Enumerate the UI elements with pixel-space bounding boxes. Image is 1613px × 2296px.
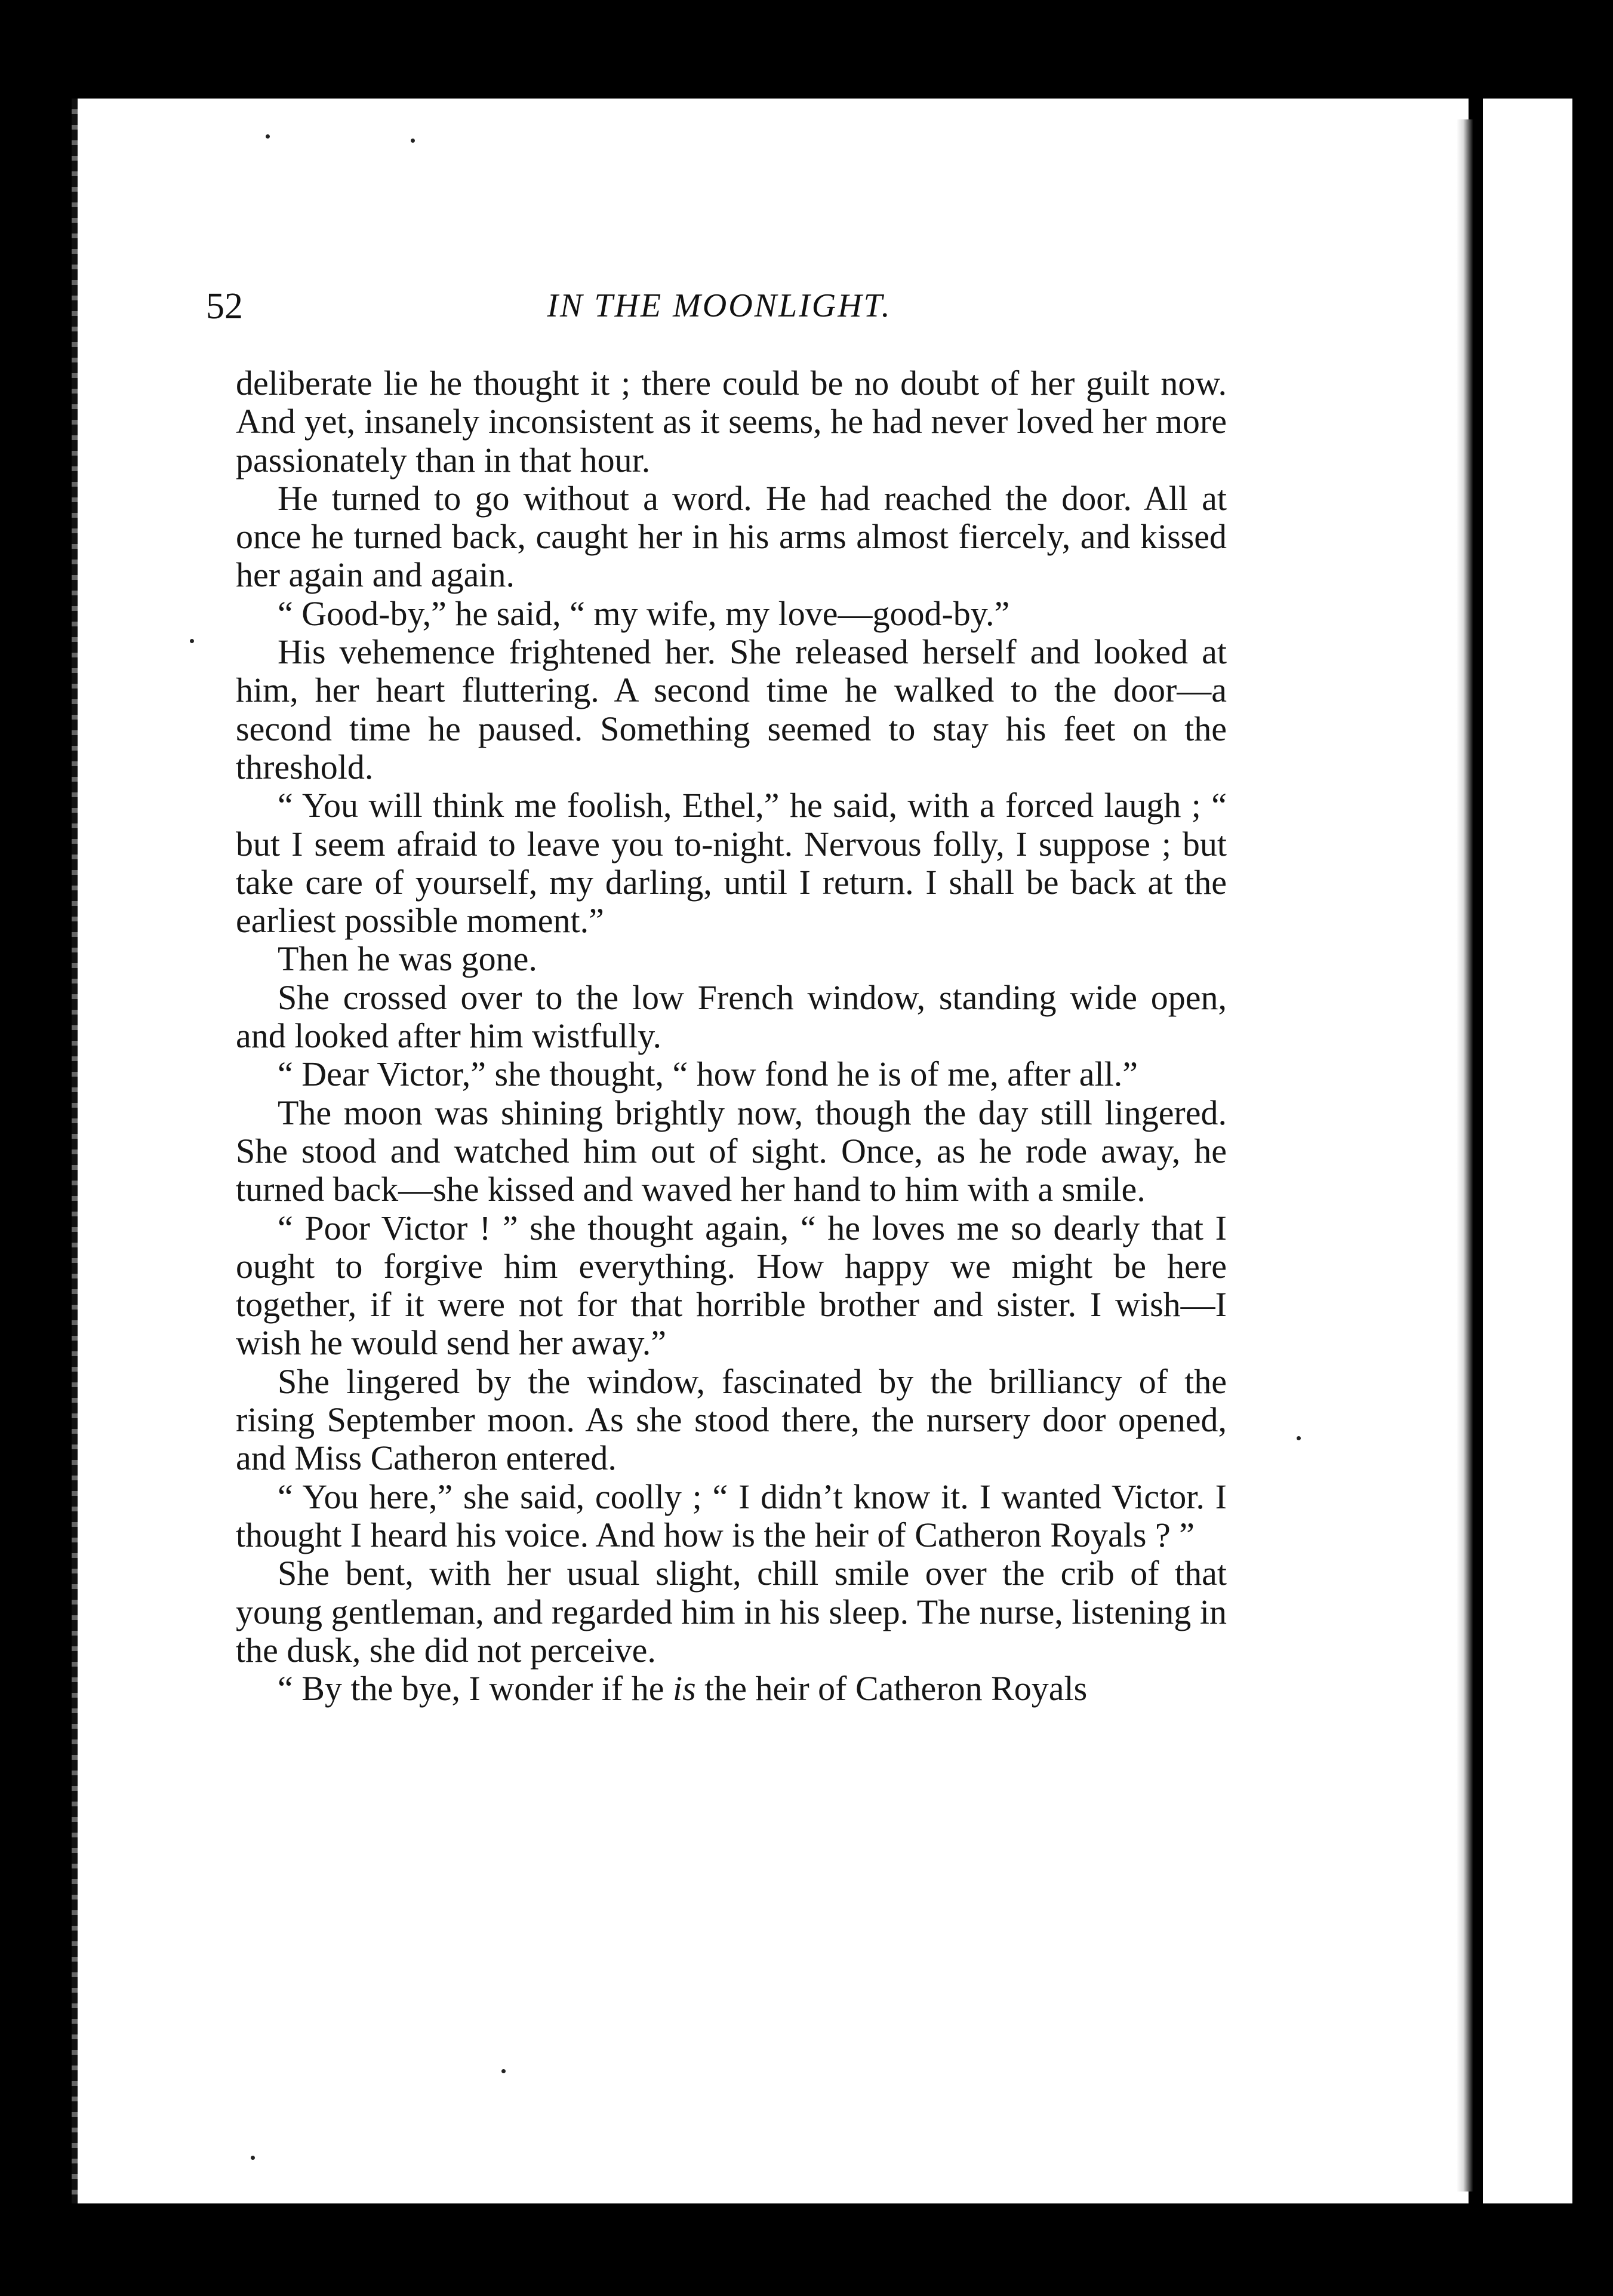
paragraph	[236, 979, 1227, 1056]
paragraph	[236, 595, 1227, 633]
print-speck	[266, 134, 270, 139]
paragraph	[236, 1478, 1227, 1555]
print-speck	[251, 2156, 255, 2160]
print-speck	[501, 2069, 506, 2073]
facing-page-edge	[1475, 99, 1572, 2203]
print-speck	[190, 639, 194, 643]
paragraph	[236, 1209, 1227, 1363]
paragraph	[236, 786, 1227, 940]
paragraph	[236, 1055, 1227, 1093]
paragraph	[236, 1363, 1227, 1478]
paragraph-text: He turned to go without a word. He had reached the door. All at once he turned back, caught her in his arms almost fiercely, and kissed her again and again.	[236, 478, 1227, 595]
paragraph-text: “ You here,” she said, coolly ; “ I didn’t know it. I wanted Victor. I thought I heard his voice. And how is the heir of Catheron Royals ? ”	[236, 1477, 1227, 1554]
paragraph-text: She crossed over to the low French window, standing wide open, and looked after him wistfully.	[236, 978, 1227, 1056]
paragraph-text: “ You will think me foolish, Ethel,” he said, with a forced laugh ; “ but I seem afraid to leave you to-night. Nervous folly, I suppose ; but take care of yourself, my darling, until I return. I shall be back at the earliest possible moment.”	[236, 786, 1227, 940]
paragraph-text: “ Good-by,” he said, “ my wife, my love—good-by.”	[278, 594, 1010, 633]
page-gutter-shadow	[1457, 119, 1473, 2192]
paragraph-text: “ Poor Victor ! ” she thought again, “ he loves me so dearly that I ought to forgive him everything. How happy we might be here together, if it were not for that horrible brother and sister. I wish—I wish he would send her away.”	[236, 1208, 1227, 1363]
print-speck	[1297, 1436, 1301, 1440]
paragraph-text: She lingered by the window, fascinated by the brilliancy of the rising September moon. As she stood there, the nursery door opened, and Miss Catheron entered.	[236, 1361, 1227, 1478]
paragraph	[236, 364, 1227, 480]
italic-text: is	[672, 1669, 696, 1708]
paragraph-text: deliberate lie he thought it ; there could be no doubt of her guilt now. And yet, insanely inconsistent as it seems, he had never loved her more passionately than in that hour.	[236, 364, 1227, 480]
paragraph	[236, 1094, 1227, 1209]
paragraph-text: Then he was gone.	[278, 939, 537, 979]
paragraph-text: “ Dear Victor,” she thought, “ how fond he is of me, after all.”	[278, 1055, 1138, 1094]
paragraph	[236, 480, 1227, 595]
running-head: IN THE MOONLIGHT.	[547, 287, 892, 324]
paragraph-text: “ By the bye, I wonder if he	[278, 1669, 673, 1708]
paragraph-text: the heir of Catheron Royals	[695, 1669, 1088, 1708]
page-number: 52	[206, 286, 243, 327]
paragraph	[236, 940, 1227, 978]
paragraph	[236, 633, 1227, 786]
page-header	[206, 285, 1233, 333]
body-text	[236, 364, 1227, 1708]
paragraph	[236, 1670, 1227, 1708]
paragraph-text: The moon was shining brightly now, though the day still lingered. She stood and watched him out of sight. Once, as he rode away, he turned back—she kissed and waved her hand to him with a smile.	[236, 1093, 1227, 1209]
paragraph-text: She bent, with her usual slight, chill smile over the crib of that young gentleman, and regarded him in his sleep. The nurse, listening in the dusk, she did not perceive.	[236, 1554, 1227, 1670]
paragraph	[236, 1554, 1227, 1670]
print-speck	[411, 139, 415, 143]
page-left-edge	[72, 99, 78, 2203]
paragraph-text: His vehemence frightened her. She released herself and looked at him, her heart fluttering. A second time he walked to the door—a second time he paused. Something seemed to stay his feet on the threshold.	[236, 632, 1227, 786]
